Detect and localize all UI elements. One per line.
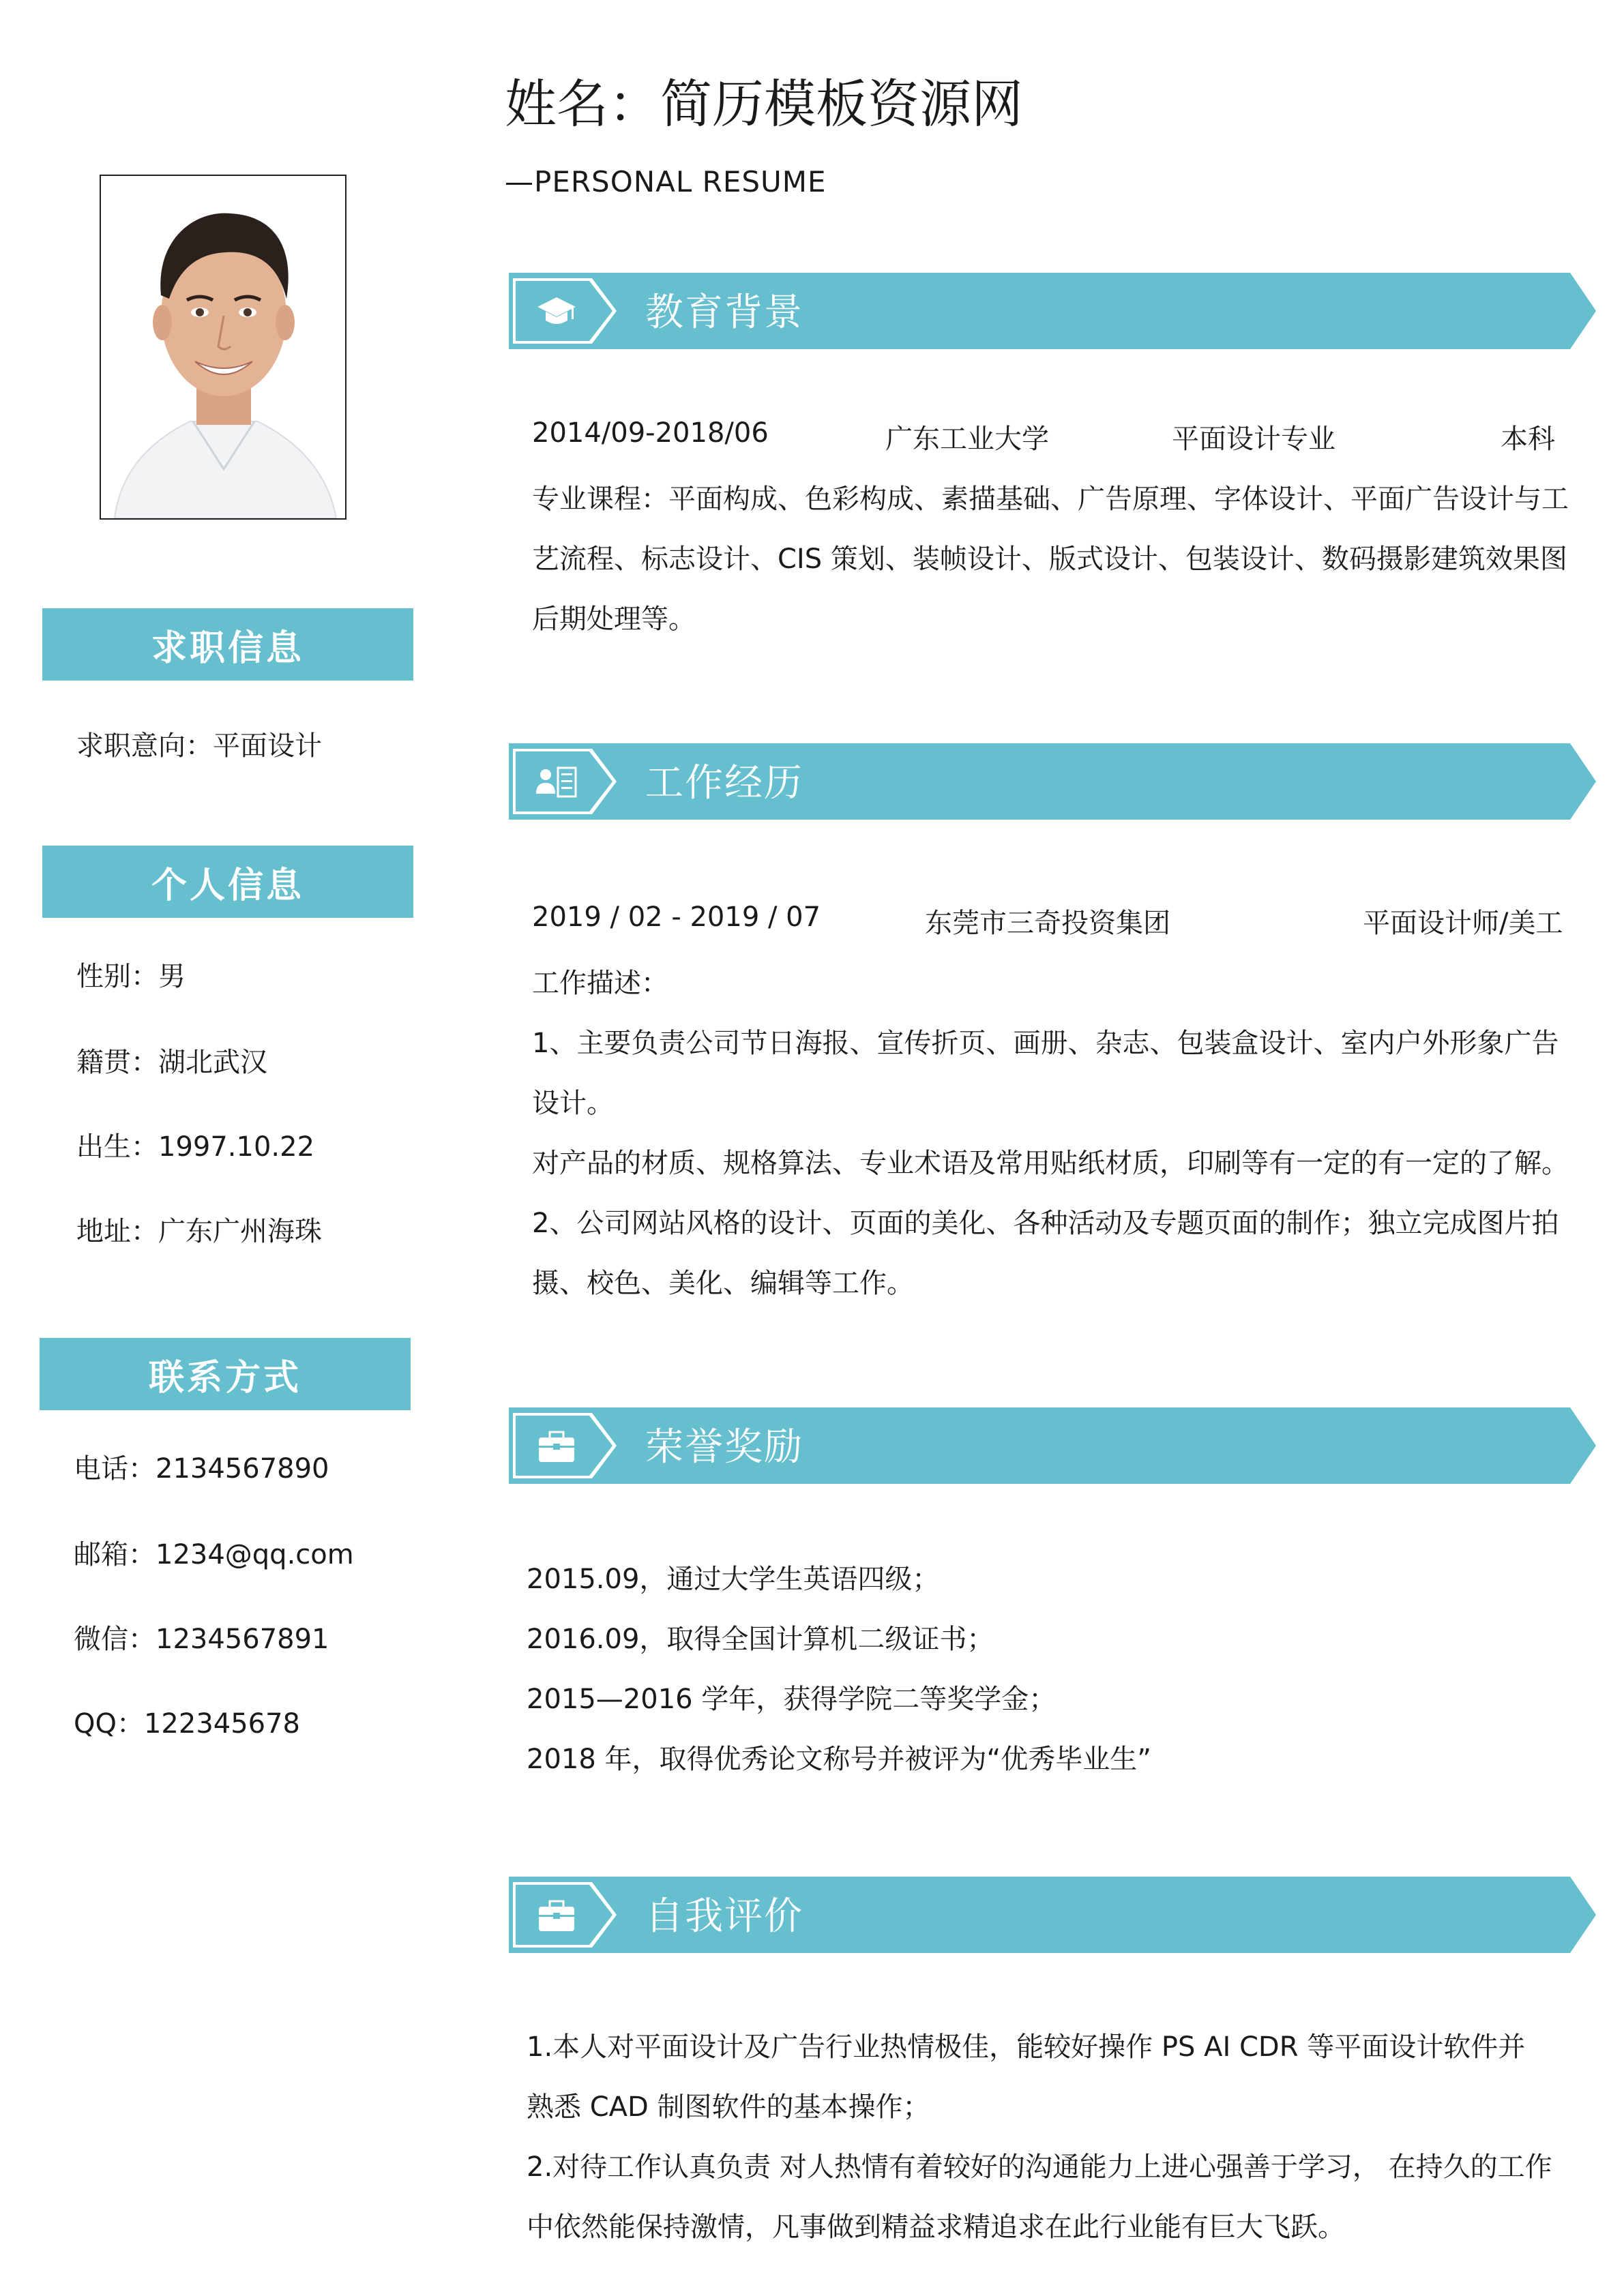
briefcase-icon xyxy=(536,1897,577,1934)
education-major: 平面设计专业 xyxy=(1172,423,1335,455)
profile-card-icon xyxy=(536,764,577,801)
birth-date: 出生：1997.10.22 xyxy=(76,1131,315,1163)
resume-subtitle: —PERSONAL RESUME xyxy=(505,165,827,198)
education-banner xyxy=(509,273,1596,349)
work-title: 工作经历 xyxy=(645,761,803,805)
honor-line: 2018 年，取得优秀论文称号并被评为“优秀毕业生” xyxy=(527,1744,1151,1775)
phone: 电话：2134567890 xyxy=(74,1453,329,1485)
education-school: 广东工业大学 xyxy=(885,423,1049,455)
name-title: 姓名：简历模板资源网 xyxy=(505,74,1023,134)
education-period: 2014/09-2018/06 xyxy=(532,417,769,449)
portrait-illustration xyxy=(101,176,345,518)
honors-banner xyxy=(509,1407,1596,1484)
graduation-cap-icon xyxy=(536,293,577,330)
work-line: 对产品的材质、规格算法、专业术语及常用贴纸材质，印刷等有一定的有一定的了解。 xyxy=(532,1148,1569,1179)
honor-line: 2015.09，通过大学生英语四级； xyxy=(527,1564,940,1595)
education-degree: 本科 xyxy=(1501,423,1555,455)
work-line: 1、主要负责公司节日海报、宣传折页、画册、杂志、包装盒设计、室内户外形象广告 xyxy=(532,1028,1559,1059)
work-line: 摄、校色、美化、编辑等工作。 xyxy=(532,1268,914,1299)
work-line: 设计。 xyxy=(532,1088,614,1119)
education-line: 后期处理等。 xyxy=(532,603,696,635)
self-eval-line: 熟悉 CAD 制图软件的基本操作； xyxy=(527,2091,930,2123)
gender: 性别：男 xyxy=(76,961,186,992)
honor-line: 2015—2016 学年，获得学院二等奖学金； xyxy=(527,1684,1057,1715)
personal-info-header: 个人信息 xyxy=(42,846,413,918)
self-eval-line: 中依然能保持激情，凡事做到精益求精追求在此行业能有巨大飞跃。 xyxy=(527,2211,1345,2243)
briefcase-icon xyxy=(536,1428,577,1465)
work-line: 2、公司网站风格的设计、页面的美化、各种活动及专题页面的制作；独立完成图片拍 xyxy=(532,1208,1559,1239)
contact-header: 联系方式 xyxy=(40,1338,411,1410)
job-intent: 求职意向：平面设计 xyxy=(76,730,322,762)
self-eval-line: 1.本人对平面设计及广告行业热情极佳，能较好操作 PS AI CDR 等平面设计软件并 xyxy=(527,2031,1526,2063)
work-period: 2019 / 02 - 2019 / 07 xyxy=(532,901,821,933)
self-eval-title: 自我评价 xyxy=(645,1894,803,1939)
honors-title: 荣誉奖励 xyxy=(645,1425,803,1470)
profile-photo xyxy=(100,175,346,520)
work-line: 工作描述： xyxy=(532,968,668,999)
self-eval-banner xyxy=(509,1877,1596,1953)
self-eval-line: 2.对待工作认真负责 对人热情有着较好的沟通能力上进心强善于学习， 在持久的工作 xyxy=(527,2151,1552,2183)
work-position: 平面设计师/美工 xyxy=(1363,908,1563,939)
address: 地址：广东广州海珠 xyxy=(76,1216,322,1247)
honor-line: 2016.09，取得全国计算机二级证书； xyxy=(527,1624,994,1655)
email: 邮箱：1234@qq.com xyxy=(74,1539,354,1570)
education-line: 专业课程：平面构成、色彩构成、素描基础、广告原理、字体设计、平面广告设计与工 xyxy=(532,483,1569,515)
qq: QQ：122345678 xyxy=(74,1708,301,1740)
wechat: 微信：1234567891 xyxy=(74,1624,329,1655)
work-banner xyxy=(509,743,1596,820)
job-info-header: 求职信息 xyxy=(42,608,413,681)
hometown: 籍贯：湖北武汉 xyxy=(76,1047,267,1078)
education-title: 教育背景 xyxy=(645,290,803,335)
work-company: 东莞市三奇投资集团 xyxy=(925,908,1170,939)
education-line: 艺流程、标志设计、CIS 策划、装帧设计、版式设计、包装设计、数码摄影建筑效果图 xyxy=(532,543,1567,575)
